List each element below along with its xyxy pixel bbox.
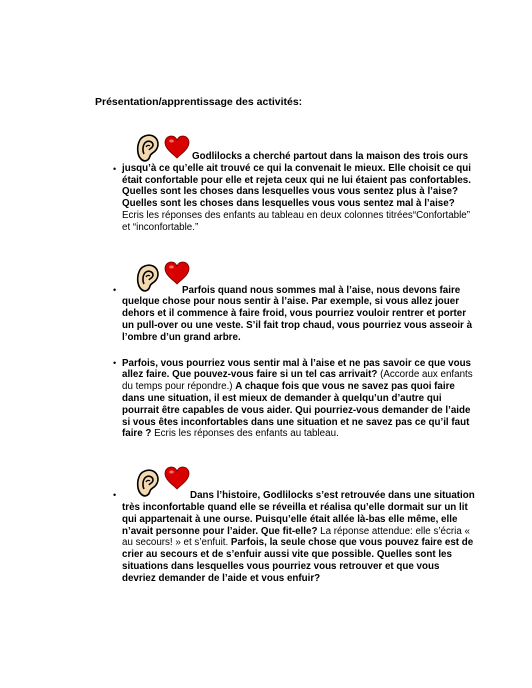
activity-list	[95, 131, 475, 585]
heart-icon	[164, 466, 190, 490]
bullet: •	[113, 164, 117, 174]
item-text-normal: (Accorde aux enfants du temps pour répondre.)	[122, 369, 473, 393]
list-item	[95, 358, 475, 441]
ear-icon	[135, 263, 161, 293]
ear-icon	[135, 133, 161, 163]
item-text-bold: Parfois, vous pourriez vous sentir mal à l’aise et ne pas savoir ce que vous allez faire. Que pouvez-vous faire si un tel cas arrivait?	[122, 357, 472, 381]
icon-group	[122, 131, 475, 163]
list-item	[95, 131, 475, 234]
ear-icon	[135, 468, 161, 498]
heart-icon	[164, 135, 190, 159]
section-heading: Présentation/apprentissage des activités:	[95, 96, 303, 108]
bullet: •	[113, 357, 117, 368]
heart-icon	[164, 261, 190, 285]
list-item	[95, 265, 475, 344]
list-item	[95, 470, 475, 584]
bullet: •	[113, 284, 117, 295]
bullet: •	[113, 490, 117, 501]
item-text-bold: Dans l’histoire, Godlilocks s’est retrouvée dans une situation très inconfortable quand elle se réveilla et réalisa qu’elle dormait sur un lit qui appartenait à une ourse. Puisqu’elle était allée là-bas elle même, elle n’avait personne pour l’aider. Que fit-elle?	[122, 490, 475, 537]
item-text-normal: Ecris les réponses des enfants au tableau en deux colonnes titrées“Confortable” et “inconfortable.”	[122, 209, 470, 233]
icon-group	[122, 265, 475, 285]
item-text-normal: La réponse attendue: elle s’écria « au secours! » et s’enfuit.	[122, 525, 470, 549]
item-text-bold: Parfois quand nous sommes mal à l’aise, nous devons faire quelque chose pour nous sentir à l’aise. Par exemple, si vous allez jouer dehors et il commence à faire froid, vous pourriez vouloir rentrer et porter un pull-over ou une veste. S’il fait trop chaud, vous pourriez vous asseoir à l’ombre d’un grand arbre.	[122, 284, 473, 343]
icon-group	[122, 470, 475, 490]
item-text-bold-2: Parfois, la seule chose que vous pouvez faire est de crier au secours et de s’enfuir aussi vite que possible. Quelles sont les situations dans lesquelles vous pourriez vous retrouver et que vous devriez demander de l’aide et vous enfuir?	[122, 537, 474, 584]
item-text-bold-2: A chaque fois que vous ne savez pas quoi faire dans une situation, il est mieux de demander à quelqu’un d’autre qui pourrait être capables de vous aider. Qui pourriez-vous demander de l’aide si vous êtes inconfortables dans une situation et ne savez pas ce qu’il faut faire ?	[122, 381, 471, 440]
item-text-bold: Godlilocks a cherché partout dans la maison des trois ours jusqu’à ce qu’elle ait trouvé ce qui la convenait le mieux. Elle choisit ce qui était confortable pour elle et rejeta ceux qui ne lui étaient pas confortables. Quelles sont les choses dans lesquelles vous vous sentez plus à l’aise? Quelles sont les choses dans lesquelles vous vous sentez mal à l’aise?	[122, 151, 471, 210]
item-text-normal-2: Ecris les réponses des enfants au tableau.	[151, 428, 339, 440]
